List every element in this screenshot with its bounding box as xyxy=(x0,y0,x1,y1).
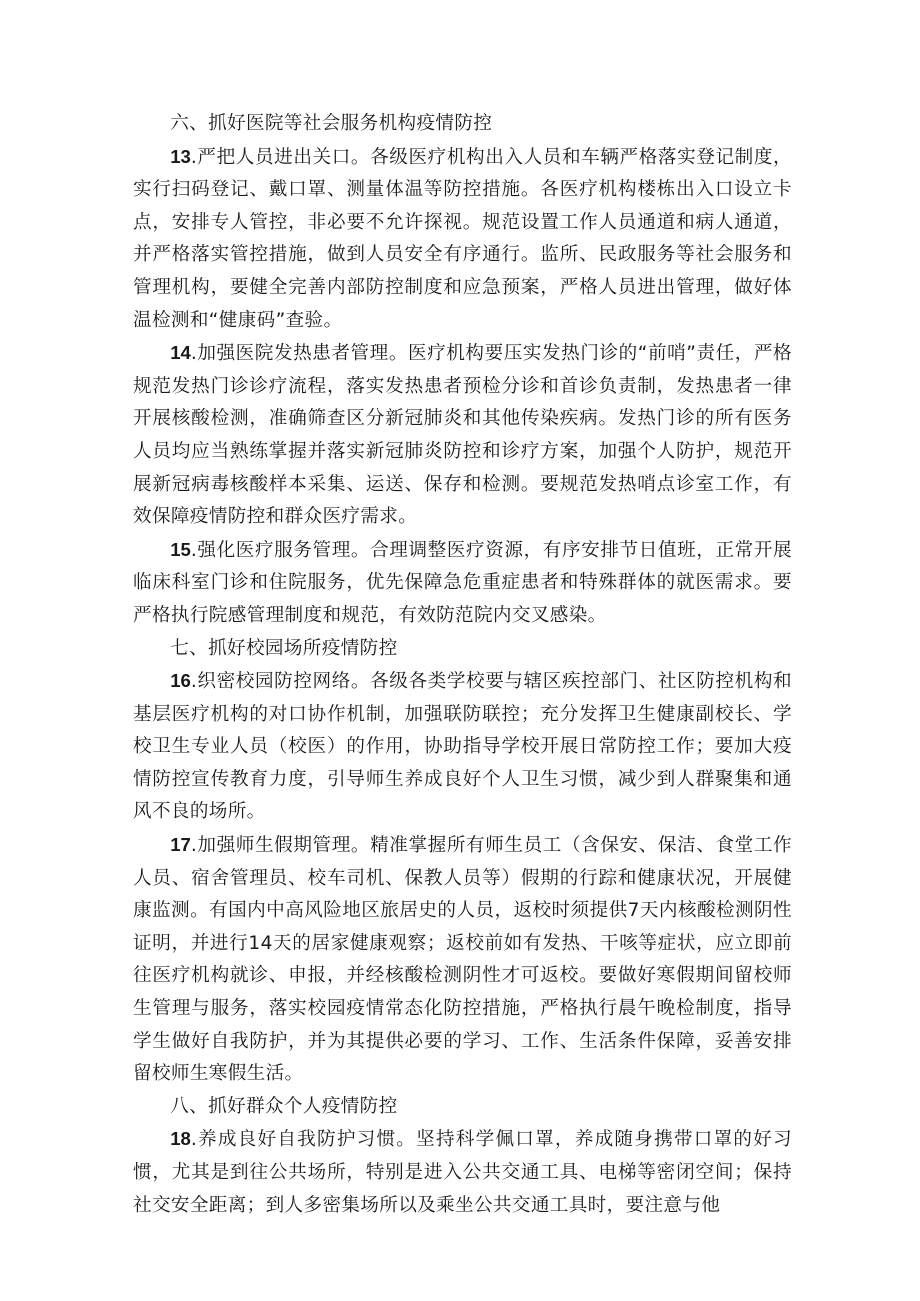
item-text: .养成良好自我防护习惯。坚持科学佩口罩，养成随身携带口罩的好习惯，尤其是到往公共场所，特别是进入公共交通工具、电梯等密闭空间；保持社交安全距离；到人多密集场所以及乘坐公共交通工具时，要注意与他 xyxy=(133,1129,792,1216)
item-text: .强化医疗服务管理。合理调整医疗资源，有序安排节日值班，正常开展临床科室门诊和住院服务，优先保障急危重症患者和特殊群体的就医需求。要严格执行院感管理制度和规范，有效防范院内交叉感染。 xyxy=(133,539,792,626)
paragraph-15 xyxy=(133,534,792,633)
item-number: 13 xyxy=(170,145,191,167)
paragraph-18 xyxy=(133,1123,792,1222)
item-text: .织密校园防控网络。各级各类学校要与辖区疾控部门、社区防控机构和基层医疗机构的对口协作机制，加强联防联控；充分发挥卫生健康副校长、学校卫生专业人员（校医）的作用，协助指导学校开展日常防控工作；要加大疫情防控宣传教育力度，引导师生养成良好个人卫生习惯，减少到人群聚集和通风不良的场所。 xyxy=(133,671,792,823)
item-number: 18 xyxy=(170,1128,191,1150)
item-text: .严把人员进出关口。各级医疗机构出入人员和车辆严格落实登记制度，实行扫码登记、戴口罩、测量体温等防控措施。各医疗机构楼栋出入口设立卡点，安排专人管控，非必要不允许探视。规范设置工作人员通道和病人通道，并严格落实管控措施，做到人员安全有序通行。监所、民政服务等社会服务和管理机构，要健全完善内部防控制度和应急预案，严格人员进出管理，做好体温检测和“健康码”查验。 xyxy=(133,146,792,331)
section-heading-7: 七、抓好校园场所疫情防控 xyxy=(170,637,398,659)
item-text: .加强师生假期管理。精准掌握所有师生员工（含保安、保洁、食堂工作人员、宿舍管理员、校车司机、保教人员等）假期的行踪和健康状况，开展健康监测。有国内中高风险地区旅居史的人员，返校时须提供7天内核酸检测阴性证明，并进行14天的居家健康观察；返校前如有发热、干咳等症状，应立即前往医疗机构就诊、申报，并经核酸检测阴性才可返校。要做好寒假期间留校师生管理与服务，落实校园疫情常态化防控措施，严格执行晨午晚检制度，指导学生做好自我防护，并为其提供必要的学习、工作、生活条件保障，妥善安排留校师生寒假生活。 xyxy=(133,835,792,1085)
item-number: 15 xyxy=(170,538,191,560)
section-heading-8: 八、抓好群众个人疫情防控 xyxy=(170,1095,398,1117)
paragraph-13 xyxy=(133,141,792,338)
paragraph-16 xyxy=(133,665,792,829)
paragraph-17 xyxy=(133,829,792,1091)
item-text: .加强医院发热患者管理。医疗机构要压实发热门诊的“前哨”责任，严格规范发热门诊诊疗流程，落实发热患者预检分诊和首诊负责制，发热患者一律开展核酸检测，准确筛查区分新冠肺炎和其他传染疾病。发热门诊的所有医务人员均应当熟练掌握并落实新冠肺炎防控和诊疗方案，加强个人防护，规范开展新冠病毒核酸样本采集、运送、保存和检测。要规范发热哨点诊室工作，有效保障疫情防控和群众医疗需求。 xyxy=(133,343,792,528)
item-number: 16 xyxy=(170,670,191,692)
item-number: 17 xyxy=(170,834,191,856)
item-number: 14 xyxy=(170,342,191,364)
section-heading-6: 六、抓好医院等社会服务机构疫情防控 xyxy=(170,113,493,134)
paragraph-14 xyxy=(133,337,792,534)
